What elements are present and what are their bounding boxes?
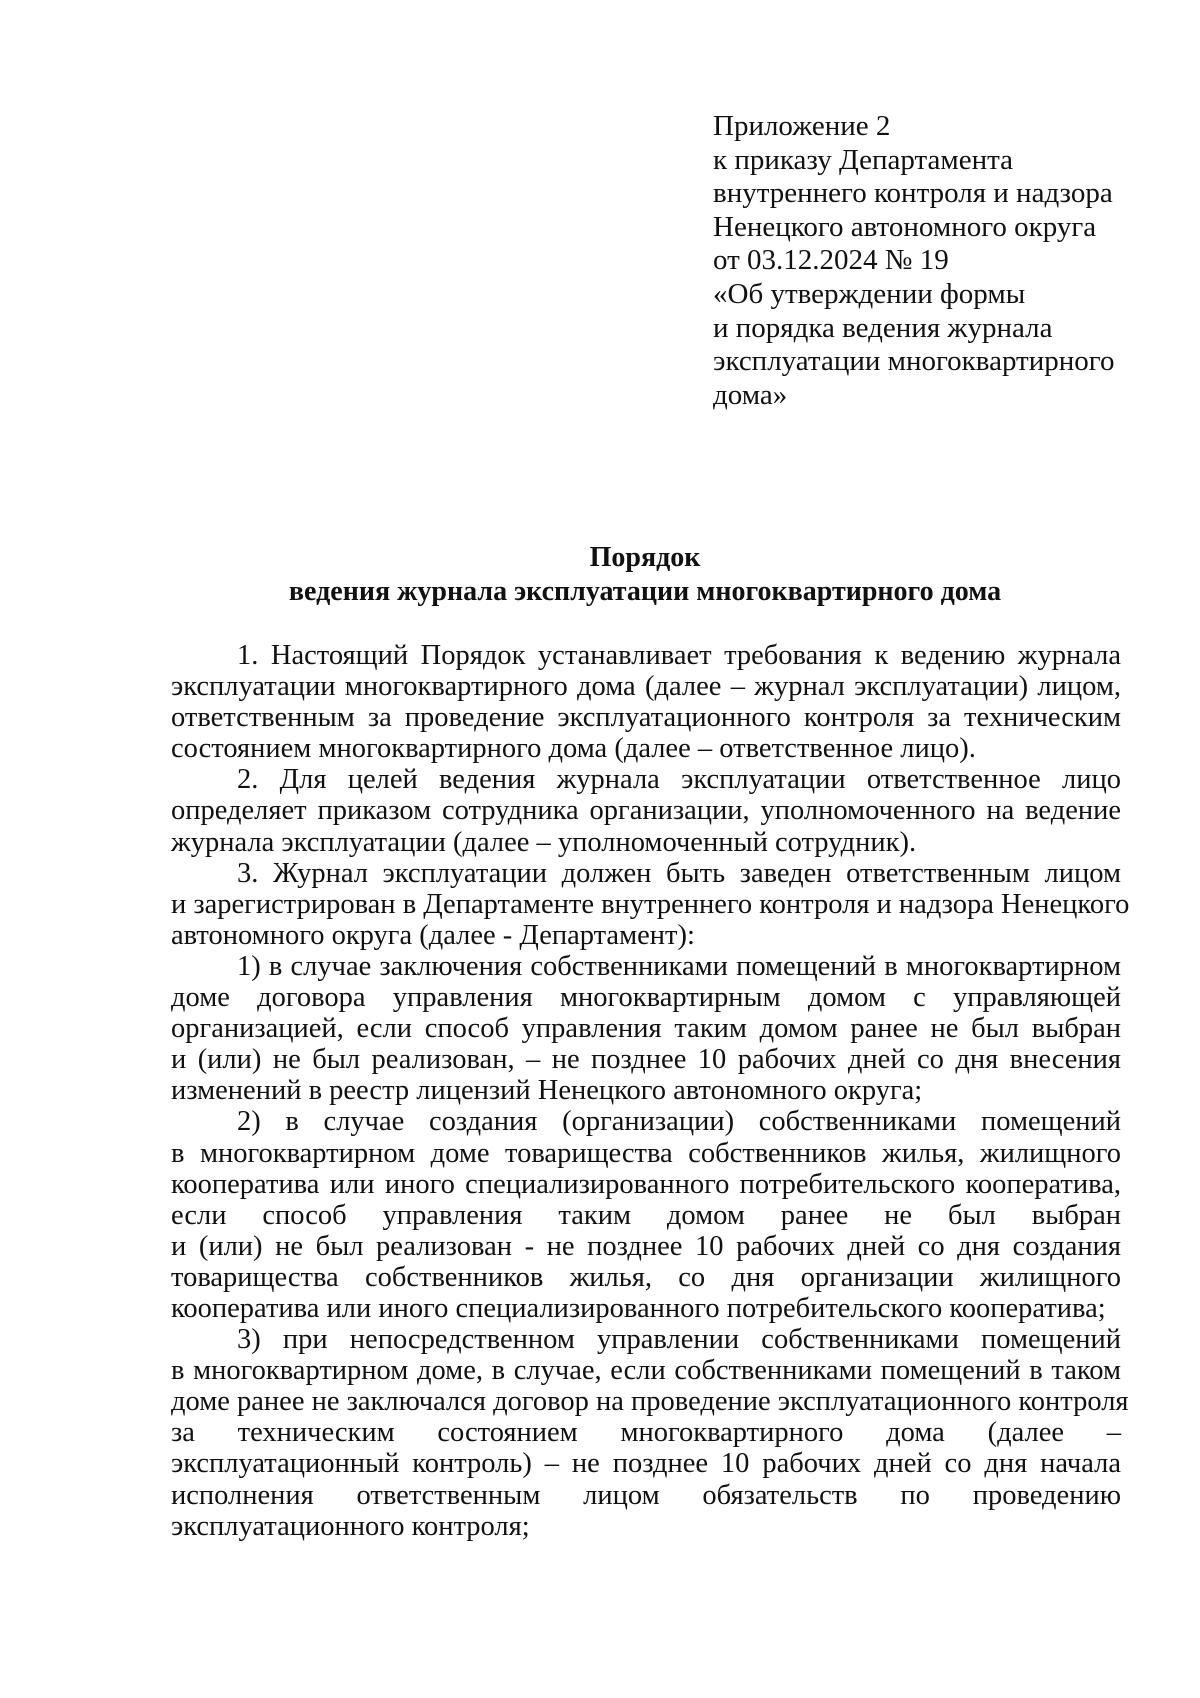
text-line: эксплуатационного контроля; (171, 1510, 530, 1542)
text-line: 1. Настоящий Порядок устанавливает требования к ведению журнала (237, 640, 1121, 671)
appendix-header (713, 110, 1153, 412)
text-line: товарищества собственников жилья, со дня организации жилищного (171, 1261, 1121, 1293)
text-line: доме договора управления многоквартирным домом с управляющей (171, 982, 1121, 1014)
document-title (168, 541, 1122, 609)
appendix-line: и порядка ведения журнала (713, 311, 1053, 344)
paragraph-2 (171, 764, 1121, 857)
text-line: исполнения ответственным лицом обязательств по проведению (171, 1479, 1121, 1511)
appendix-line: внутреннего контроля и надзора (713, 177, 1113, 210)
appendix-line: к приказу Департамента (713, 143, 1014, 176)
appendix-line: Ненецкого автономного округа (713, 210, 1097, 243)
subitem-2 (171, 1106, 1121, 1324)
subitem-3 (171, 1324, 1129, 1542)
text-line: за техническим состоянием многоквартирного дома (далее – (171, 1417, 1121, 1449)
appendix-line: «Об утверждении формы (713, 277, 1026, 310)
paragraph-1 (171, 640, 1121, 764)
text-line: 2. Для целей ведения журнала эксплуатации ответственное лицо (237, 764, 1121, 796)
text-line: изменений в реестр лицензий Ненецкого автономного округа; (171, 1075, 923, 1107)
text-line: в многоквартирном доме, в случае, если собственниками помещений в таком (171, 1355, 1121, 1387)
appendix-line: эксплуатации многоквартирного (713, 345, 1115, 378)
text-line: и (или) не был реализован, – не позднее 10 рабочих дней со дня внесения (171, 1044, 1121, 1076)
text-line: автономного округа (далее - Департамент): (171, 919, 695, 951)
text-line: и (или) не был реализован - не позднее 10 рабочих дней со дня создания (171, 1230, 1121, 1262)
paragraph-3 (171, 857, 1130, 951)
text-line: если способ управления таким домом ранее не был выбран (171, 1199, 1121, 1231)
text-line: определяет приказом сотрудника организации, уполномоченного на ведение (171, 795, 1121, 827)
title-line: ведения журнала эксплуатации многоквартирного дома (288, 576, 1002, 607)
text-line: 3) при непосредственном управлении собственниками помещений (237, 1324, 1121, 1356)
text-line: в многоквартирном доме товарищества собственников жилья, жилищного (171, 1137, 1121, 1169)
text-line: ответственным за проведение эксплуатационного контроля за техническим (171, 702, 1121, 734)
text-line: 1) в случае заключения собственниками помещений в многоквартирном (237, 950, 1121, 982)
text-line: организацией, если способ управления таким домом ранее не был выбран (171, 1013, 1121, 1045)
title-line: Порядок (589, 542, 701, 573)
text-line: эксплуатации многоквартирного дома (далее – журнал эксплуатации) лицом, (171, 671, 1121, 703)
text-line: доме ранее не заключался договор на проведение эксплуатационного контроля (171, 1386, 1129, 1418)
document-body (171, 640, 1130, 1542)
text-line: и зарегистрирован в Департаменте внутреннего контроля и надзора Ненецкого (171, 888, 1130, 920)
subitem-1 (171, 951, 1121, 1106)
text-line: журнала эксплуатации (далее – уполномоченный сотрудник). (171, 826, 917, 858)
text-line: кооператива или иного специализированного потребительского кооператива, (171, 1168, 1121, 1200)
appendix-line: от 03.12.2024 № 19 (713, 244, 949, 277)
text-line: состоянием многоквартирного дома (далее – ответственное лицо). (171, 733, 976, 765)
text-line: эксплуатационный контроль) – не позднее 10 рабочих дней со дня начала (171, 1448, 1121, 1480)
appendix-line: дома» (713, 378, 788, 411)
text-line: кооператива или иного специализированного потребительского кооператива; (171, 1292, 1106, 1324)
appendix-line: Приложение 2 (713, 110, 891, 142)
text-line: 3. Журнал эксплуатации должен быть заведен ответственным лицом (237, 857, 1121, 889)
text-line: 2) в случае создания (организации) собственниками помещений (237, 1106, 1121, 1138)
